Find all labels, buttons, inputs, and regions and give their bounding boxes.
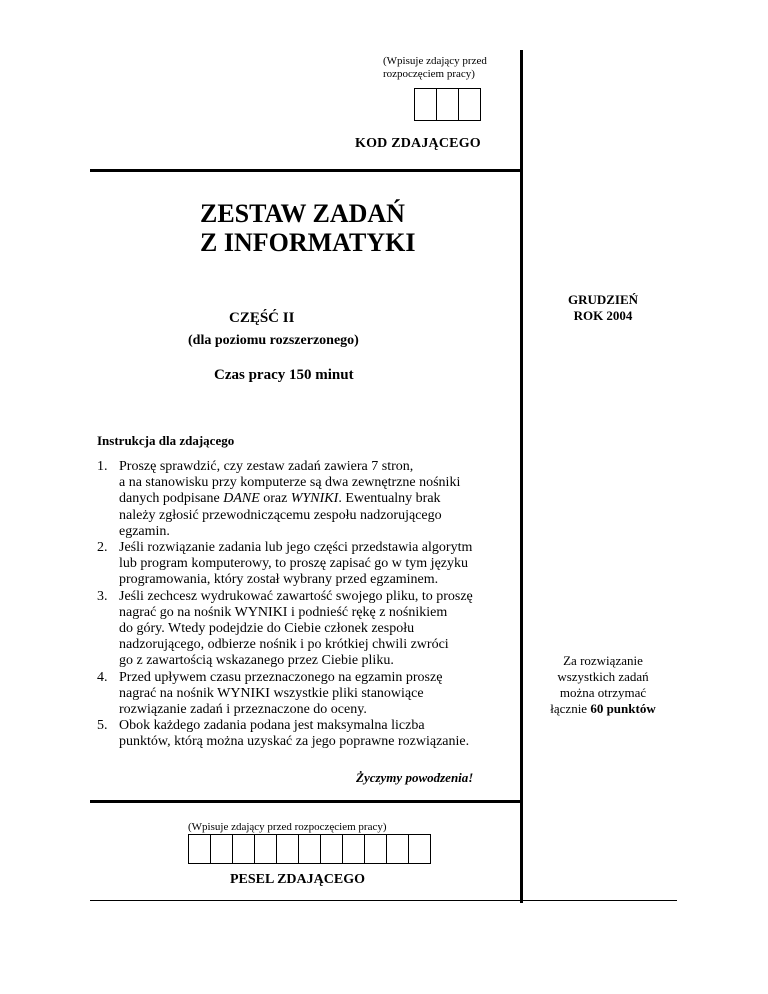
points-line: łącznie 60 punktów bbox=[550, 701, 656, 716]
instruction-number: 4. bbox=[97, 669, 108, 685]
instruction-line: do góry. Wtedy podejdzie do Ciebie członek zespołu bbox=[119, 621, 415, 637]
instruction-line: Obok każdego zadania podana jest maksymalna liczba bbox=[119, 718, 425, 734]
pesel-cell[interactable] bbox=[255, 835, 277, 863]
instruction-line: nagrać na nośnik WYNIKI wszystkie pliki stanowiące bbox=[119, 685, 424, 701]
exam-time: Czas pracy 150 minut bbox=[214, 367, 354, 383]
points-line: wszystkich zadań bbox=[557, 669, 649, 684]
instructions-divider bbox=[90, 800, 522, 803]
header-divider bbox=[90, 169, 522, 172]
dane-label: DANE bbox=[223, 491, 260, 507]
kod-cell[interactable] bbox=[437, 89, 459, 120]
instruction-line: nagrać go na nośnik WYNIKI i podnieść rękę z nośnikiem bbox=[119, 604, 448, 620]
kod-cell[interactable] bbox=[459, 89, 481, 120]
part-title: CZĘŚĆ II bbox=[229, 310, 295, 326]
pesel-cell[interactable] bbox=[211, 835, 233, 863]
kod-note-line2: rozpoczęciem pracy) bbox=[383, 68, 475, 80]
pesel-cell[interactable] bbox=[409, 835, 431, 863]
instruction-number: 5. bbox=[97, 718, 108, 734]
pesel-cell[interactable] bbox=[387, 835, 409, 863]
instruction-line: egzamin. bbox=[119, 523, 170, 539]
part-subtitle: (dla poziomu rozszerzonego) bbox=[188, 333, 359, 348]
instructions-list bbox=[97, 459, 515, 751]
pesel-cell[interactable] bbox=[365, 835, 387, 863]
pesel-cell[interactable] bbox=[299, 835, 321, 863]
instruction-line: Proszę sprawdzić, czy zestaw zadań zawiera 7 stron, bbox=[119, 459, 414, 474]
good-luck-text: Życzymy powodzenia! bbox=[356, 770, 474, 785]
kod-note-line1: (Wpisuje zdający przed bbox=[383, 55, 487, 67]
pesel-title: PESEL ZDAJĄCEGO bbox=[230, 872, 365, 887]
pesel-code-grid[interactable] bbox=[188, 834, 431, 864]
wyniki-label: WYNIKI bbox=[290, 491, 339, 507]
instruction-item bbox=[97, 718, 515, 750]
instruction-line: punktów, którą można uzyskać za jego poprawne rozwiązanie. bbox=[119, 734, 470, 750]
instruction-line: lub program komputerowy, to proszę zapisać go w tym języku bbox=[119, 556, 469, 572]
instruction-line: programowania, który został wybrany przed egzaminem. bbox=[119, 572, 439, 588]
instruction-line: należy zgłosić przewodniczącemu zespołu nadzorującego bbox=[119, 507, 442, 523]
instruction-number: 1. bbox=[97, 459, 108, 474]
instruction-line: nadzorującego, odbierze nośnik i po krótkiej chwili zwróci bbox=[119, 637, 449, 653]
kod-title: KOD ZDAJĄCEGO bbox=[355, 136, 481, 151]
exam-date-month: GRUDZIEŃ bbox=[567, 292, 639, 307]
total-points-value: 60 punktów bbox=[590, 701, 656, 716]
kod-note bbox=[383, 55, 523, 81]
pesel-cell[interactable] bbox=[321, 835, 343, 863]
instruction-line: Jeśli zechcesz wydrukować zawartość swojego pliku, to proszę bbox=[119, 588, 473, 604]
instruction-item bbox=[97, 540, 515, 589]
page-title bbox=[200, 199, 415, 257]
footer-divider bbox=[90, 900, 677, 901]
pesel-cell[interactable] bbox=[233, 835, 255, 863]
points-line: można otrzymać bbox=[559, 685, 647, 700]
instruction-line: Przed upływem czasu przeznaczonego na egzamin proszę bbox=[119, 669, 443, 685]
instruction-line: rozwiązanie zadań i przeznaczone do oceny. bbox=[119, 702, 367, 718]
kod-cell[interactable] bbox=[415, 89, 437, 120]
instructions-title: Instrukcja dla zdającego bbox=[97, 433, 235, 448]
kod-code-grid[interactable] bbox=[414, 88, 481, 121]
pesel-cell[interactable] bbox=[189, 835, 211, 863]
instruction-item bbox=[97, 459, 515, 540]
instruction-line: Jeśli rozwiązanie zadania lub jego części przedstawia algorytm bbox=[119, 540, 473, 556]
instruction-line: go z zawartością wskazanego przez Ciebie pliku. bbox=[119, 653, 394, 669]
exam-date-year: ROK 2004 bbox=[573, 308, 633, 323]
page-title-line1: ZESTAW ZADAŃ bbox=[200, 199, 405, 228]
points-line: Za rozwiązanie bbox=[563, 653, 643, 668]
instruction-line: a na stanowisku przy komputerze są dwa zewnętrzne nośniki bbox=[119, 475, 461, 491]
pesel-cell[interactable] bbox=[277, 835, 299, 863]
instruction-number: 2. bbox=[97, 540, 108, 556]
page-title-line2: Z INFORMATYKI bbox=[200, 228, 416, 257]
total-points-note bbox=[528, 653, 678, 717]
vertical-divider bbox=[520, 50, 523, 903]
instruction-line: danych podpisane DANE oraz WYNIKI. Ewentualny brak bbox=[119, 491, 441, 507]
instruction-item bbox=[97, 589, 515, 670]
pesel-cell[interactable] bbox=[343, 835, 365, 863]
pesel-note: (Wpisuje zdający przed rozpoczęciem pracy) bbox=[188, 821, 387, 833]
exam-date bbox=[528, 292, 678, 324]
instruction-item bbox=[97, 670, 515, 719]
instruction-number: 3. bbox=[97, 588, 108, 604]
